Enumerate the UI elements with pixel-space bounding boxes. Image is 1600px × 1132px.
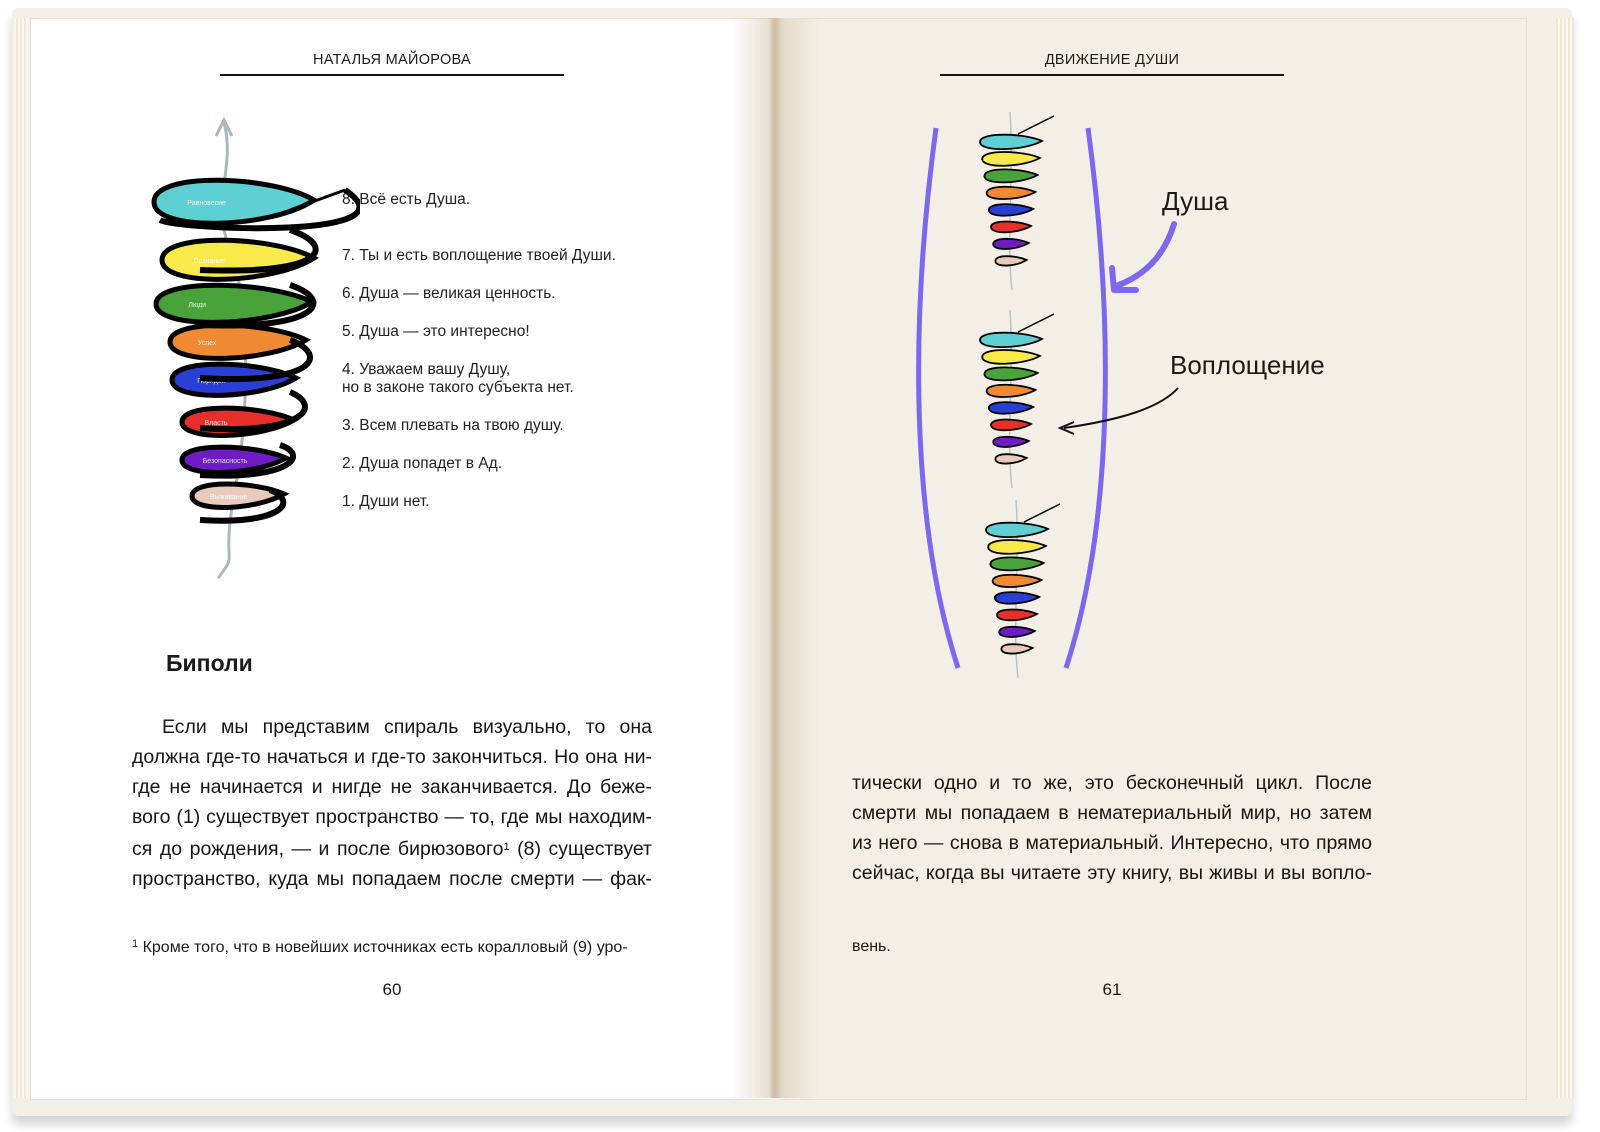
left-body-line-1: Если мы представим спираль визуально, то она — [162, 716, 652, 738]
statement-5: 5. Душа — это интересно! — [342, 323, 530, 340]
mini-spiral-1-level-1 — [995, 256, 1026, 265]
spiral-diagram — [140, 110, 360, 590]
mini-spiral-1-level-2 — [993, 239, 1029, 249]
footnote-ref: 1 — [503, 841, 510, 853]
right-running-header-text: ДВИЖЕНИЕ ДУШИ — [1044, 52, 1180, 68]
mini-spiral-1-level-8 — [980, 135, 1042, 149]
statement-3: 3. Всем плевать на твою душу. — [342, 417, 564, 434]
statement-1: 1. Души нет. — [342, 493, 430, 510]
annotation-arrows — [1040, 210, 1240, 450]
mini-spiral-1-level-4 — [989, 204, 1033, 216]
right-body-line-3: из него — снова в материальный. Интересно, что прямо — [852, 832, 1372, 854]
spiral-level-label-4: Порядок — [197, 378, 225, 385]
left-body-text — [132, 712, 652, 894]
mini-spiral-1-level-6 — [984, 169, 1037, 182]
mini-spiral-2-level-6 — [984, 367, 1037, 380]
statement-6: 6. Душа — великая ценность. — [342, 285, 556, 302]
left-footnote — [132, 938, 628, 957]
mini-spiral-3-level-5 — [993, 575, 1042, 587]
spiral-level-label-8: Равновесие — [187, 200, 226, 207]
spiral-level-8 — [154, 180, 314, 223]
soul-label: Душа — [1162, 186, 1229, 216]
mini-spiral-2-level-1 — [995, 454, 1026, 463]
left-body-line-4: вого (1) существует пространство — то, где мы находим- — [132, 806, 652, 828]
mini-spiral-3-level-7 — [988, 540, 1046, 554]
mini-spiral-3-level-6 — [990, 557, 1043, 570]
left-running-header-text: НАТАЛЬЯ МАЙОРОВА — [313, 52, 471, 68]
section-heading: Биполи — [166, 650, 253, 676]
right-body-line-1: тически одно и то же, это бесконечный цикл. После — [852, 772, 1372, 794]
mini-spiral-pointer-1 — [1018, 116, 1054, 134]
spiral-level-label-6: Люди — [188, 302, 207, 309]
mini-spiral-3-level-1 — [1001, 644, 1032, 653]
spiral-level-label-7: Познание — [193, 258, 225, 265]
right-body-line-2: смерти мы попадаем в нематериальный мир, но затем — [852, 802, 1372, 824]
mini-spiral-2-level-5 — [987, 385, 1036, 397]
left-body-line-5 — [132, 832, 652, 864]
right-body-text — [852, 768, 1372, 888]
spiral-level-label-1: Выживание — [210, 494, 248, 501]
left-running-header — [220, 52, 564, 76]
right-body-line-4: сейчас, когда вы читаете эту книгу, вы живы и вы вопло- — [852, 862, 1372, 884]
left-body-line-5-suffix: (8) существует — [509, 838, 652, 860]
mini-spiral-2-level-2 — [993, 437, 1029, 447]
page-edges-right — [1556, 18, 1574, 1098]
page-edges-left — [14, 18, 28, 1098]
mini-spiral-3-level-2 — [999, 627, 1035, 637]
embodiment-label: Воплощение — [1170, 350, 1325, 380]
left-bracket-line — [919, 128, 958, 668]
statement-7: 7. Ты и есть воплощение твоей Души. — [342, 247, 616, 264]
mini-spiral-2-level-3 — [991, 419, 1031, 430]
mini-spiral-2-level-7 — [982, 350, 1040, 364]
mini-spiral-pointer-3 — [1024, 504, 1060, 522]
left-body-line-2: должна где-то начаться и где-то закончиться. Но она ни- — [132, 746, 652, 768]
mini-spiral-2-level-8 — [980, 333, 1042, 347]
left-body-line-3: где не начинается и нигде не заканчивается. До беже- — [132, 776, 652, 798]
mini-spiral-3-level-4 — [995, 592, 1039, 604]
right-page-number: 61 — [1102, 980, 1122, 999]
right-header-rule — [940, 74, 1284, 76]
mini-spiral-1-level-3 — [991, 221, 1031, 232]
left-body-line-6: пространство, куда мы попадаем после смерти — фак- — [132, 868, 652, 890]
left-body-line-5-text: ся до рождения, — и после бирюзового — [132, 838, 504, 860]
spiral-level-5 — [170, 325, 306, 358]
spiral-level-label-5: Успех — [197, 340, 217, 347]
left-footnote-text: Кроме того, что в новейших источниках есть коралловый (9) уро- — [138, 939, 628, 956]
spiral-level-label-3: Власть — [204, 420, 228, 427]
mini-spiral-1-level-7 — [982, 152, 1040, 166]
footnote-mark: 1 — [132, 938, 139, 950]
statement-4: 4. Уважаем вашу Душу, — [342, 361, 511, 378]
left-header-rule — [220, 74, 564, 76]
statement-8: 8. Всё есть Душа. — [342, 191, 471, 208]
spiral-level-label-2: Безопасность — [202, 458, 248, 465]
mini-spiral-3-level-8 — [986, 523, 1048, 537]
statement-4-cont: но в законе такого субъекта нет. — [342, 379, 574, 396]
mini-spiral-3-level-3 — [997, 609, 1037, 620]
mini-spiral-1-level-5 — [987, 187, 1036, 199]
soul-arrow — [1116, 224, 1174, 286]
left-page-number: 60 — [382, 980, 402, 999]
embodiment-arrow — [1064, 388, 1178, 428]
mini-spiral-2-level-4 — [989, 402, 1033, 414]
right-running-header — [940, 52, 1284, 76]
statement-2: 2. Душа попадет в Ад. — [342, 455, 502, 472]
right-footnote: вень. — [852, 938, 891, 955]
